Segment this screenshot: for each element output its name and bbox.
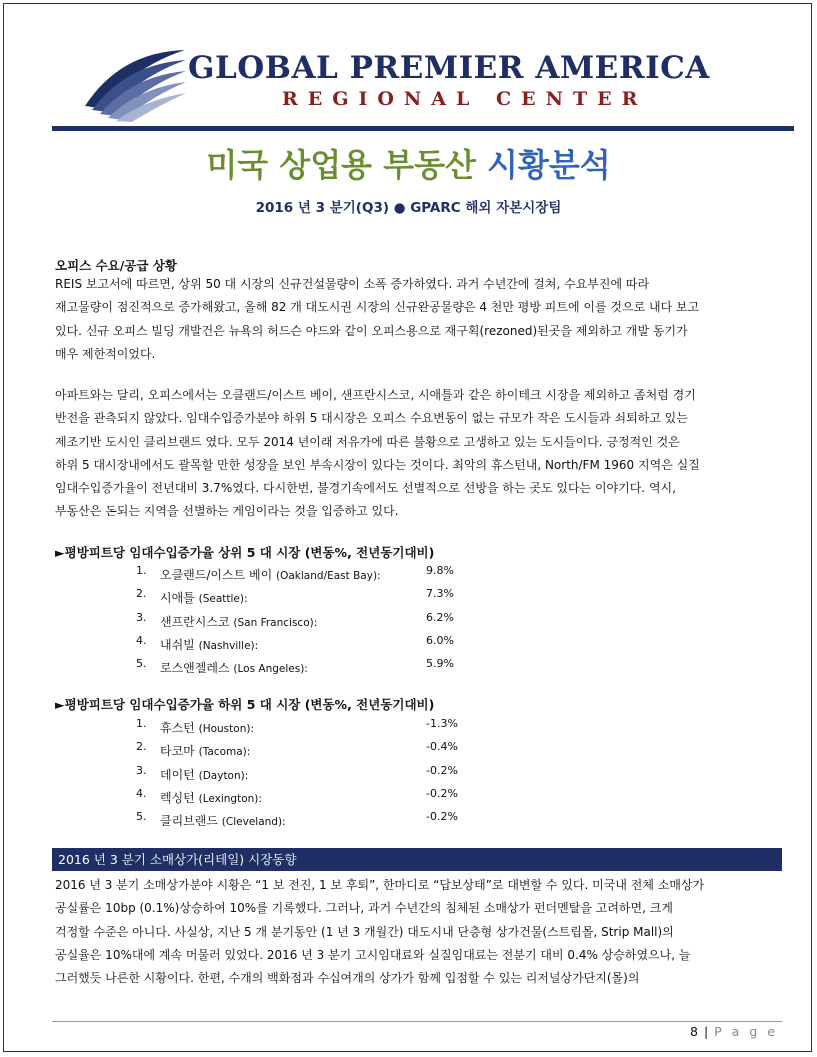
item-value: -0.4% (426, 740, 458, 754)
item-value: -0.2% (426, 763, 458, 777)
paragraph-line: 공실율은 10%대에 계속 머물러 있었다. 2016 년 3 분기 고시임대료와 실질임대료는 전분기 대비 0.4% 상승하였으나, 늘 (55, 947, 691, 962)
item-number: 3. (136, 763, 147, 777)
item-number: 5. (136, 657, 147, 671)
market-en: (San Francisco): (233, 616, 318, 629)
market-kr: 클리브랜드 (160, 814, 218, 829)
item-market (160, 742, 250, 759)
item-value: 6.2% (426, 610, 454, 624)
item-number: 2. (136, 587, 147, 601)
item-value: 7.3% (426, 587, 454, 601)
top5-list (136, 564, 496, 680)
market-en: (Dayton): (198, 769, 249, 782)
item-market (160, 719, 254, 736)
item-number: 5. (136, 810, 147, 824)
retail-section-band: 2016 년 3 분기 소매상가(리테일) 시장동향 (52, 848, 782, 871)
market-kr: 렉싱턴 (160, 790, 195, 805)
item-number: 2. (136, 740, 147, 754)
market-kr: 시애틀 (160, 591, 195, 606)
item-number: 4. (136, 633, 147, 647)
title-part-2: 시황분석 (487, 146, 611, 184)
top5-list-title: ►평방피트당 임대수입증가율 상위 5 대 시장 (변동%, 전년동기대비) (55, 545, 435, 560)
logo-title: GLOBAL PREMIER AMERICA (188, 50, 710, 86)
retail-paragraph (55, 874, 775, 990)
item-number: 1. (136, 564, 147, 577)
page-subtitle: 2016 년 3 분기(Q3) ● GPARC 해외 자본시장팀 (255, 200, 562, 216)
paragraph-line: 2016 년 3 분기 소매상가분야 시황은 “1 보 전진, 1 보 후퇴”, 한마디로 “답보상태”로 대변할 수 있다. 미국내 전체 소매상가 (55, 878, 705, 892)
item-market (160, 566, 381, 583)
bottom5-list (136, 717, 496, 833)
market-en: (Oakland/East Bay): (276, 570, 381, 582)
item-number: 4. (136, 786, 147, 800)
paragraph-line: 재고물량이 점진적으로 증가해왔고, 올해 82 개 대도시권 시장의 신규완공물량은 4 천만 평방 피트에 이를 것으로 내다 보고 (55, 300, 700, 315)
title-part-1: 미국 상업용 부동산 (206, 146, 476, 184)
footer-divider (52, 1021, 782, 1022)
item-number: 3. (136, 610, 147, 624)
list-item (136, 740, 496, 763)
market-en: (Houston): (198, 723, 254, 735)
market-en: (Cleveland): (221, 816, 286, 829)
market-en: (Tacoma): (198, 746, 251, 759)
paragraph-line: 걱정할 수준은 아니다. 사실상, 지난 5 개 분기동안 (1 년 3 개월간) 대도시내 단층형 상가건물(스트립몰, Strip Mall)의 (55, 924, 674, 939)
item-value: -1.3% (426, 717, 458, 730)
market-kr: 타코마 (160, 744, 195, 759)
list-item (136, 611, 496, 634)
list-item (136, 787, 496, 810)
list-item (136, 634, 496, 657)
item-value: -0.2% (426, 810, 458, 824)
header-divider (52, 126, 794, 131)
list-item (136, 810, 496, 833)
item-value: 5.9% (426, 657, 454, 671)
bottom5-list-title: ►평방피트당 임대수입증가율 하위 5 대 시장 (변동%, 전년동기대비) (55, 697, 435, 712)
page-number: 8 (690, 1024, 698, 1039)
list-item (136, 657, 496, 680)
paragraph-line: 아파트와는 달리, 오피스에서는 오클랜드/이스트 베이, 샌프란시스코, 시애틀과 같은 하이테크 시장을 제외하고 좀처럼 경기 (55, 388, 696, 402)
market-en: (Seattle): (198, 593, 248, 606)
list-item (136, 764, 496, 787)
paragraph-line: 반전을 관측되지 않았다. 임대수입증가분야 하위 5 대시장은 오피스 수요변동이 없는 규모가 작은 도시들과 쇠퇴하고 있는 (55, 411, 688, 426)
paragraph-line: 부동산은 돈되는 지역을 선별하는 게임이라는 것을 입증하고 있다. (55, 504, 399, 519)
item-market (160, 613, 317, 630)
page-label: P a g e (714, 1024, 778, 1039)
footer-separator: | (703, 1024, 709, 1039)
item-value: 9.8% (426, 564, 454, 577)
page-footer (690, 1024, 778, 1039)
paragraph-line: REIS 보고서에 따르면, 상위 50 대 시장의 신규건설물량이 소폭 증가하였다. 과거 수년간에 걸쳐, 수요부진에 따라 (55, 277, 650, 291)
item-value: 6.0% (426, 633, 454, 647)
market-en: (Nashville): (198, 639, 259, 652)
logo-subtitle: REGIONAL CENTER (282, 88, 648, 110)
market-en: (Lexington): (198, 792, 262, 805)
item-value: -0.2% (426, 786, 458, 800)
swoosh-logo-icon (80, 44, 190, 122)
paragraph-line: 있다. 신규 오피스 빌딩 개발건은 뉴욕의 허드슨 야드와 같이 오피스용으로 재구획(rezoned)된곳을 제외하고 개발 동기가 (55, 323, 688, 338)
item-market (160, 589, 248, 606)
paragraph-line: 그러했듯 나른한 시황이다. 한편, 수개의 백화점과 수십여개의 상가가 함께 입점할 수 있는 리저널상가단지(몰)의 (55, 971, 640, 986)
market-kr: 데이턴 (160, 767, 195, 782)
item-number: 1. (136, 717, 147, 730)
market-kr: 내쉬빌 (160, 637, 195, 652)
office-section-heading: 오피스 수요/공급 상황 (55, 258, 177, 273)
item-market (160, 812, 286, 829)
paragraph-line: 매우 제한적이었다. (55, 346, 156, 361)
market-kr: 샌프란시스코 (160, 614, 230, 629)
item-market (160, 789, 262, 806)
list-item (136, 717, 496, 740)
office-paragraph-2 (55, 384, 775, 524)
paragraph-line: 공실률은 10bp (0.1%)상승하여 10%를 기록했다. 그러나, 과거 수년간의 침체된 소매상가 펀더멘탈을 고려하면, 크게 (55, 901, 673, 916)
list-item (136, 587, 496, 610)
header-logo (70, 40, 770, 120)
item-market (160, 659, 308, 676)
paragraph-line: 임대수입증가율이 전년대비 3.7%였다. 다시한번, 불경기속에서도 선별적으로 선방을 하는 곳도 있다는 이야기다. 역시, (55, 481, 676, 496)
item-market (160, 636, 258, 653)
paragraph-line: 제조기반 도시인 클리브랜드 였다. 모두 2014 년이래 저유가에 따른 불황으로 고생하고 있는 도시들이다. 긍정적인 것은 (55, 434, 680, 449)
item-market (160, 766, 248, 783)
market-en: (Los Angeles): (233, 663, 308, 676)
market-kr: 로스앤젤레스 (160, 661, 230, 676)
market-kr: 오클랜드/이스트 베이 (160, 568, 273, 582)
list-item (136, 564, 496, 587)
paragraph-line: 하위 5 대시장내에서도 괄목할 만한 성장을 보인 부속시장이 있다는 것이다. 최악의 휴스턴내, North/FM 1960 지역은 실질 (55, 457, 700, 472)
page-title (0, 140, 817, 186)
office-paragraph-1 (55, 273, 775, 366)
market-kr: 휴스턴 (160, 721, 195, 735)
